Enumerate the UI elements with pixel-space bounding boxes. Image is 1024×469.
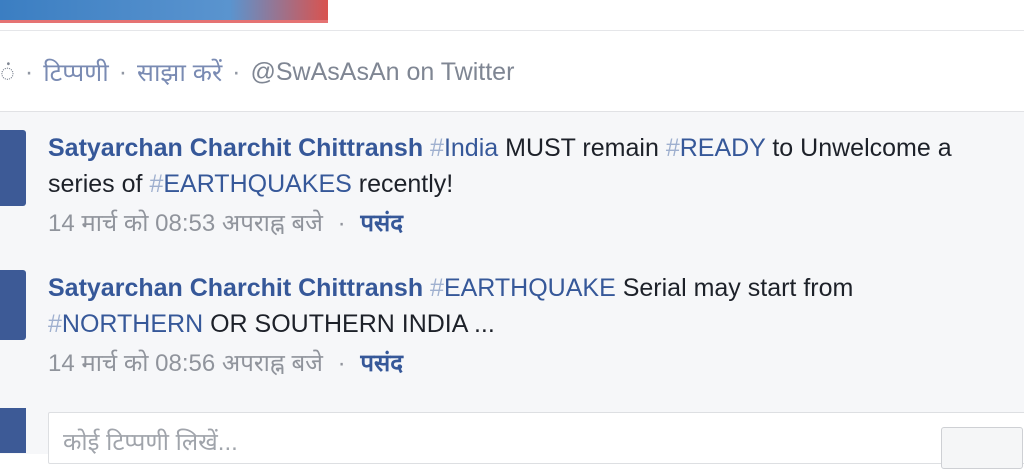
comment-author[interactable]: Satyarchan Charchit Chittransh xyxy=(48,134,424,162)
action-separator: · xyxy=(232,57,241,86)
commenter-avatar[interactable] xyxy=(0,270,26,340)
hash-symbol: # xyxy=(430,274,444,302)
comment-meta xyxy=(48,348,988,380)
comment-timestamp[interactable]: 14 मार्च को 08:53 अपराह्न बजे xyxy=(48,210,323,237)
action-lead: ं xyxy=(0,59,15,87)
action-separator: · xyxy=(118,57,128,86)
comment-text-segment: Serial may start from xyxy=(615,274,854,302)
comment-text xyxy=(48,130,988,202)
attach-photo-button[interactable] xyxy=(941,427,1023,469)
comment-timestamp[interactable]: 14 मार्च को 08:56 अपराह्न बजे xyxy=(48,350,323,377)
hashtag-text: EARTHQUAKES xyxy=(163,170,352,198)
meta-separator: · xyxy=(337,210,346,237)
hashtag-text: EARTHQUAKE xyxy=(443,274,616,302)
comment-body xyxy=(48,270,988,380)
top-bar-accent xyxy=(0,0,328,23)
hashtag-earthquake[interactable] xyxy=(430,274,616,302)
comment-link[interactable]: टिप्पणी xyxy=(43,59,109,87)
hashtag-text: READY xyxy=(679,134,766,162)
comment-body xyxy=(48,130,988,240)
comment-text-segment: OR SOUTHERN INDIA ... xyxy=(203,310,495,338)
hash-symbol: # xyxy=(430,134,444,162)
hashtag-earthquakes[interactable] xyxy=(149,170,351,198)
comment-input[interactable] xyxy=(48,412,1024,464)
commenter-avatar[interactable] xyxy=(0,130,26,206)
hash-symbol: # xyxy=(48,310,62,338)
meta-separator: · xyxy=(337,350,346,377)
comment-text-segment: recently! xyxy=(351,170,454,198)
comment-author[interactable]: Satyarchan Charchit Chittransh xyxy=(48,274,424,302)
hashtag-text: India xyxy=(443,134,499,162)
like-link[interactable]: पसंद xyxy=(360,350,403,377)
comment-text xyxy=(48,270,988,342)
post-action-row xyxy=(0,50,514,94)
comment-text-segment: MUST remain xyxy=(498,134,666,162)
share-link[interactable]: साझा करें xyxy=(137,59,223,87)
hash-symbol: # xyxy=(149,170,164,198)
current-user-avatar xyxy=(0,408,26,453)
action-separator: · xyxy=(24,57,34,86)
comment-meta xyxy=(48,208,988,240)
comments-panel xyxy=(0,111,1024,454)
hashtag-ready[interactable] xyxy=(666,134,766,162)
hashtag-text: NORTHERN xyxy=(61,310,204,338)
comment-text-segment: to Unwelcome a series of xyxy=(48,134,952,198)
hash-symbol: # xyxy=(665,134,680,162)
comment-input-placeholder: कोई टिप्पणी लिखें... xyxy=(63,429,238,456)
like-link[interactable]: पसंद xyxy=(360,210,403,237)
top-bar xyxy=(0,0,1024,31)
twitter-source[interactable]: @SwAsAsAn on Twitter xyxy=(250,57,515,86)
hashtag-northern[interactable] xyxy=(48,310,203,338)
hashtag-india[interactable] xyxy=(430,134,498,162)
